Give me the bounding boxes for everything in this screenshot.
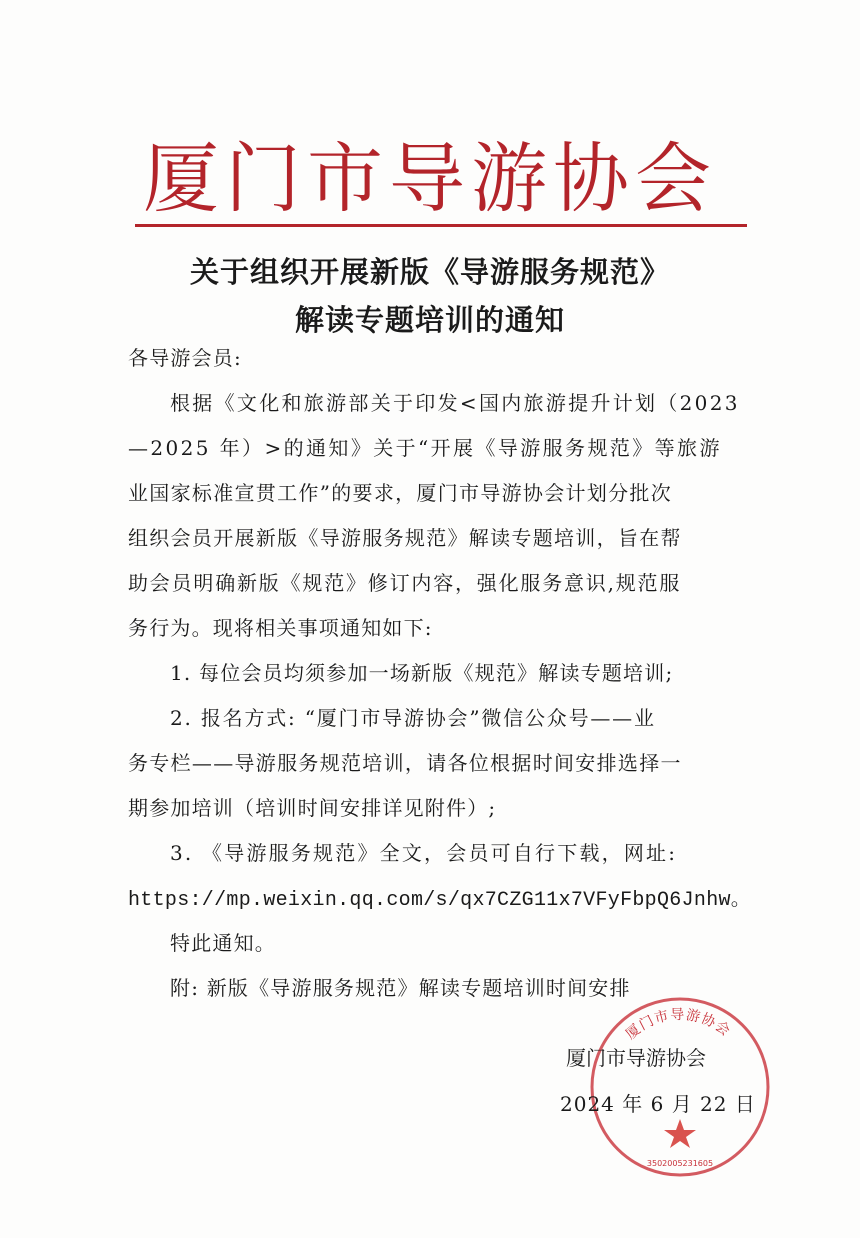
notice-title-line-1: 关于组织开展新版《导游服务规范》 xyxy=(189,255,670,289)
closing: 特此通知。 xyxy=(170,931,276,955)
star-icon xyxy=(664,1119,696,1148)
red-divider xyxy=(135,224,747,227)
item-2-cont: 期参加培训（培训时间安排详见附件）; xyxy=(128,796,497,820)
item-2-cont: 务专栏——导游服务规范培训，请各位根据时间安排选择一 xyxy=(128,751,682,775)
download-url: https://mp.weixin.qq.com/s/qx7CZG11x7VFyFbpQ6Jnhw。 xyxy=(128,889,752,912)
body-line: —2025 年）>的通知》关于“开展《导游服务规范》等旅游 xyxy=(128,436,722,460)
body-line: 助会员明确新版《规范》修订内容，强化服务意识,规范服 xyxy=(128,571,682,595)
salutation: 各导游会员: xyxy=(128,346,242,370)
body-line: 根据《文化和旅游部关于印发<国内旅游提升计划（2023 xyxy=(170,391,740,415)
seal-ring xyxy=(592,999,768,1175)
signature-org: 厦门市导游协会 xyxy=(566,1046,706,1070)
notice-title-line-2: 解读专题培训的通知 xyxy=(294,303,565,337)
body-line: 组织会员开展新版《导游服务规范》解读专题培训，旨在帮 xyxy=(128,526,682,550)
attachment-note: 附: 新版《导游服务规范》解读专题培训时间安排 xyxy=(170,976,631,1000)
body-line: 业国家标准宣贯工作”的要求，厦门市导游协会计划分批次 xyxy=(128,481,673,505)
seal-text: 厦门市导游协会 xyxy=(622,1006,734,1043)
item-3: 3. 《导游服务规范》全文，会员可自行下载，网址: xyxy=(170,841,678,865)
item-1: 1. 每位会员均须参加一场新版《规范》解读专题培训; xyxy=(170,661,674,685)
body-line: 务行为。现将相关事项通知如下: xyxy=(128,616,433,640)
seal-code: 3502005231605 xyxy=(646,1159,714,1168)
item-2: 2. 报名方式: “厦门市导游协会”微信公众号——业 xyxy=(170,706,656,730)
letterhead: 厦门市导游协会 xyxy=(143,134,717,223)
signature-date: 2024 年 6 月 22 日 xyxy=(560,1092,756,1116)
